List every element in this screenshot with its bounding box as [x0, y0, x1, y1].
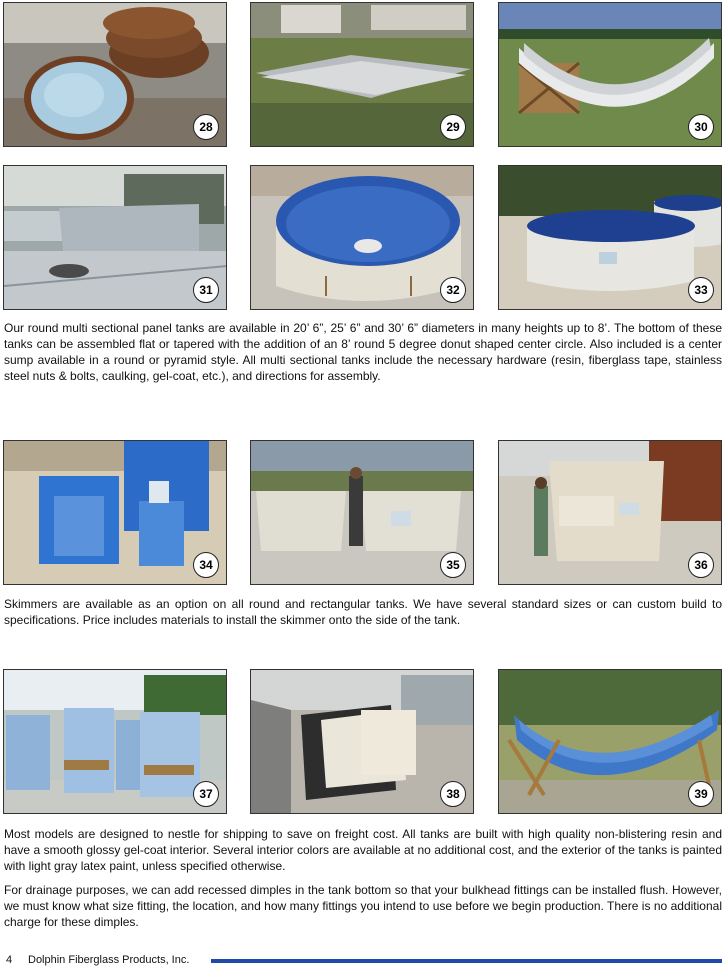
round-tanks-paragraph: Our round multi sectional panel tanks are available in 20’ 6”, 25’ 6” and 30’ 6” diameters in many heights up to 8’. The bottom of these tanks can be assembled flat or tapered with the addition of an 8’ round 5 degree donut shaped center circle. Also included is a center sump available in a round or pyramid style. All multi sectional tanks include the necessary hardware (resin, fiberglass tape, stainless steel nuts & bolts, caulking, gel-coat, etc.), and directions for assembly.: [4, 321, 722, 383]
page-number: 4: [6, 954, 13, 966]
photo-blue-skimmers: [3, 440, 227, 585]
photo-number-badge: 29: [440, 114, 466, 140]
photo-curved-blue-panel: [498, 669, 722, 814]
shipping-paragraph: Most models are designed to nestle for shipping to save on freight cost. All tanks are built with high quality non-blistering resin and have a smooth glossy gel-coat interior. Several interior colors are available at no additional cost, and the exterior of the tanks is painted with light gray latex paint, unless specified otherwise.: [4, 827, 722, 873]
photo-number-badge: 34: [193, 552, 219, 578]
photo-number-badge: 39: [688, 781, 714, 807]
photo-nested-tanks: [3, 669, 227, 814]
company-name: Dolphin Fiberglass Products, Inc.: [28, 954, 190, 966]
photo-number-badge: 37: [193, 781, 219, 807]
photo-number-badge: 36: [688, 552, 714, 578]
skimmers-paragraph: Skimmers are available as an option on all round and rectangular tanks. We have several standard sizes or can custom build to specifications. Price includes materials to install the skimmer onto the side of the tank.: [4, 597, 722, 627]
photo-number-badge: 35: [440, 552, 466, 578]
photo-number-badge: 33: [688, 277, 714, 303]
drainage-paragraph: For drainage purposes, we can add recessed dimples in the tank bottom so that your bulkhead fittings can be installed flush. However, we must know what size fitting, the location, and how many fittings you intend to use before we begin production. There is no additional charge for these dimples.: [4, 883, 722, 929]
photo-number-badge: 31: [193, 277, 219, 303]
photo-number-badge: 32: [440, 277, 466, 303]
photo-large-skimmer-tank: [498, 440, 722, 585]
photo-installed-round-tanks: [498, 165, 722, 310]
photo-round-tank-shells: [3, 2, 227, 147]
footer-rule: [211, 959, 722, 963]
photo-number-badge: 28: [193, 114, 219, 140]
photo-panels-warehouse: [3, 165, 227, 310]
photo-stacked-panels: [250, 669, 474, 814]
photo-flat-panels: [250, 2, 474, 147]
photo-curved-panel-jig: [498, 2, 722, 147]
photo-number-badge: 38: [440, 781, 466, 807]
page-footer: [4, 952, 722, 968]
photo-skimmer-tanks-worker: [250, 440, 474, 585]
photo-number-badge: 30: [688, 114, 714, 140]
photo-assembled-round-tank: [250, 165, 474, 310]
